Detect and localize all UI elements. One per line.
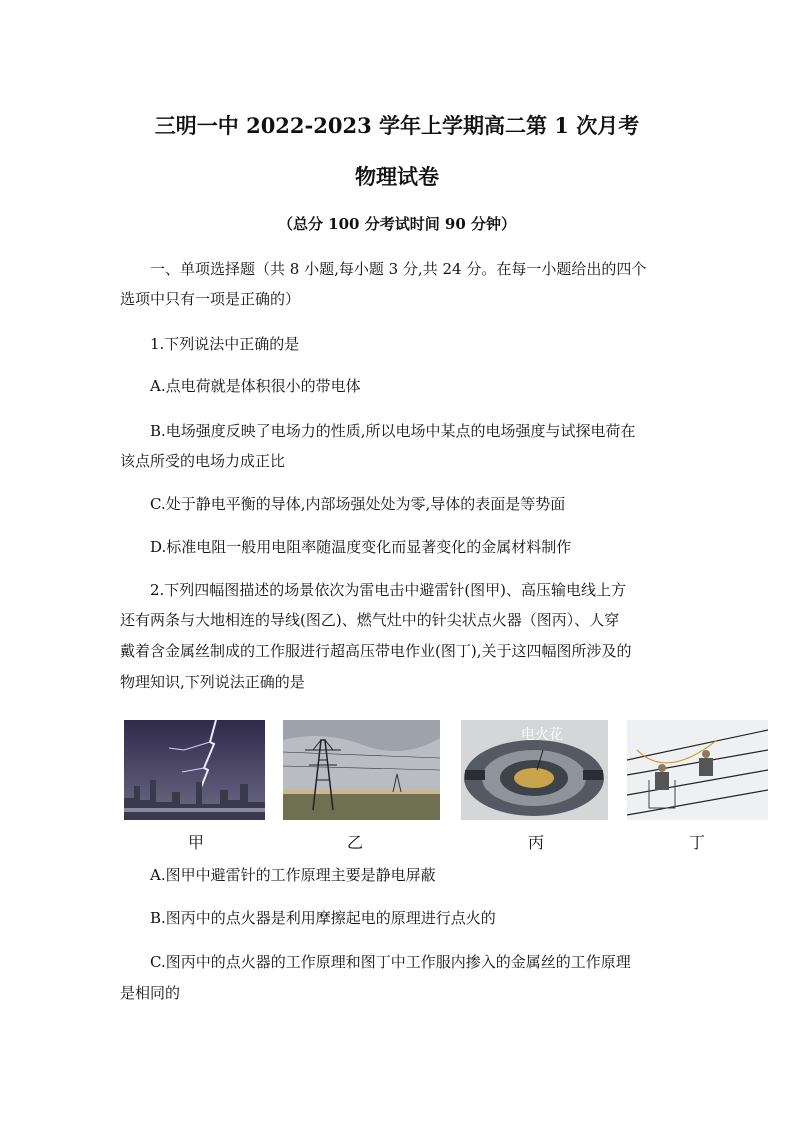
section-heading: 一、单项选择题（共 8 小题,每小题 3 分,共 24 分。在每一小题给出的四个 (150, 260, 647, 278)
caption-bing: 丙 (527, 833, 544, 852)
exam-subtitle: 物理试卷 (355, 164, 439, 189)
q2-option-c: C.图丙中的点火器的工作原理和图丁中工作服内掺入的金属丝的工作原理 (150, 953, 631, 971)
q1-option-d: D.标准电阻一般用电阻率随温度变化而显著变化的金属材料制作 (150, 538, 572, 556)
caption-yi: 乙 (346, 833, 363, 852)
q1-stem: 1.下列说法中正确的是 (150, 335, 300, 353)
q2-option-b: B.图丙中的点火器是利用摩擦起电的原理进行点火的 (150, 909, 496, 927)
q2-stem-4: 物理知识,下列说法正确的是 (120, 673, 305, 691)
q2-stem-3: 戴着含金属丝制成的工作服进行超高压带电作业(图丁),关于这四幅图所涉及的 (120, 642, 632, 660)
caption-ding: 丁 (688, 833, 705, 852)
q1-option-a: A.点电荷就是体积很小的带电体 (150, 377, 361, 395)
figure-label-spark: 电火花 (521, 727, 563, 743)
q1-option-c: C.处于静电平衡的导体,内部场强处处为零,导体的表面是等势面 (150, 495, 566, 513)
exam-info: （总分 100 分考试时间 90 分钟） (277, 215, 517, 233)
figure-lightning (124, 720, 265, 820)
section-heading-cont: 选项中只有一项是正确的） (120, 290, 301, 308)
figure-gas-stove (461, 720, 608, 820)
q1-option-b-cont: 该点所受的电场力成正比 (120, 452, 286, 470)
q2-option-a: A.图甲中避雷针的工作原理主要是静电屏蔽 (150, 866, 436, 884)
caption-jia: 甲 (187, 833, 204, 852)
q1-option-b: B.电场强度反映了电场力的性质,所以电场中某点的电场强度与试探电荷在 (150, 422, 636, 440)
figure-line-workers (627, 720, 768, 820)
q2-stem: 2.下列四幅图描述的场景依次为雷电击中避雷针(图甲)、高压输电线上方 (150, 581, 627, 599)
exam-title: 三明一中 2022-2023 学年上学期高二第 1 次月考 (154, 113, 640, 138)
q2-option-c-cont: 是相同的 (120, 984, 181, 1002)
figure-power-tower (283, 720, 440, 820)
q2-stem-2: 还有两条与大地相连的导线(图乙)、燃气灶中的针尖状点火器（图丙）、人穿 (120, 611, 620, 629)
